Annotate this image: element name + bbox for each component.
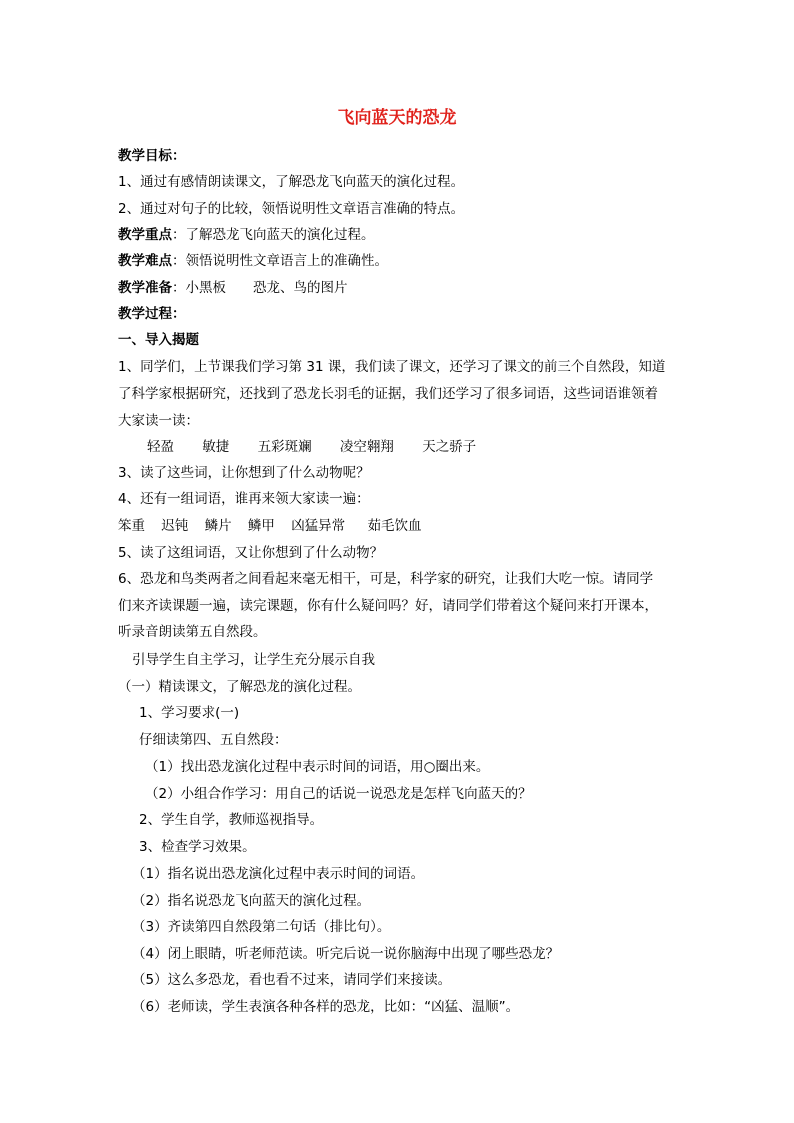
difficulty-text: ：领悟说明性文章语言上的准确性。 bbox=[172, 253, 388, 269]
paragraph-6-line-2: 们来齐读课题一遍，读完课题，你有什么疑问吗？好，请同学们带着这个疑问来打开课本， bbox=[118, 598, 658, 614]
word-item: 五彩斑斓 bbox=[257, 439, 312, 455]
task-2: （2）小组合作学习：用自己的话说一说恐龙是怎样飞向蓝天的？ bbox=[145, 786, 532, 802]
read-carefully: 仔细读第四、五自然段： bbox=[139, 732, 288, 748]
process-heading: 教学过程： bbox=[118, 306, 186, 322]
word-list-2 bbox=[118, 516, 421, 536]
paragraph-1-line-1: 1、同学们，上节课我们学习第 31 课，我们读了课文，还学习了课文的前三个自然段，知道 bbox=[118, 359, 666, 375]
check-2: （2）指名说恐龙飞向蓝天的演化过程。 bbox=[132, 893, 371, 909]
word-item: 笨重 bbox=[118, 518, 145, 534]
document-title: 飞向蓝天的恐龙 bbox=[337, 108, 457, 128]
check-6: （6）老师读，学生表演各种各样的恐龙，比如：“凶猛、温顺”。 bbox=[132, 999, 520, 1015]
task-1: （1）找出恐龙演化过程中表示时间的词语，用○圈出来。 bbox=[145, 759, 490, 775]
question-3: 3、读了这些词，让你想到了什么动物呢？ bbox=[118, 465, 370, 481]
difficulty-label: 教学难点 bbox=[118, 253, 172, 269]
word-item: 凶猛异常 bbox=[291, 518, 346, 534]
prep-line bbox=[118, 278, 348, 298]
word-item: 敏捷 bbox=[202, 439, 230, 455]
word-list-1 bbox=[147, 437, 476, 457]
check-1: （1）指名说出恐龙演化过程中表示时间的词语。 bbox=[132, 866, 425, 882]
word-item: 凌空翱翔 bbox=[339, 439, 394, 455]
paragraph-6-line-3: 听录音朗读第五自然段。 bbox=[118, 624, 267, 640]
difficulty-line bbox=[118, 251, 388, 271]
step-2: 2、学生自学，教师巡视指导。 bbox=[139, 812, 324, 828]
paragraph-1-line-3: 大家读一读： bbox=[118, 413, 199, 429]
paragraph-1-line-2: 了科学家根据研究，还找到了恐龙长羽毛的证据，我们还学习了很多词语，这些词语谁领着 bbox=[118, 386, 658, 402]
check-5: （5）这么多恐龙，看也看不过来，请同学们来接读。 bbox=[132, 972, 452, 988]
prep-text: ：小黑板 恐龙、鸟的图片 bbox=[172, 280, 348, 296]
word-item: 轻盈 bbox=[147, 439, 174, 455]
question-5: 5、读了这组词语，又让你想到了什么动物？ bbox=[118, 545, 384, 561]
goal-1: 1、通过有感情朗读课文，了解恐龙飞向蓝天的演化过程。 bbox=[118, 174, 465, 190]
word-item: 茹毛饮血 bbox=[367, 518, 422, 534]
check-4: （4）闭上眼睛，听老师范读。听完后说一说你脑海中出现了哪些恐龙？ bbox=[132, 946, 560, 962]
guide-line: 引导学生自主学习，让学生充分展示自我 bbox=[132, 652, 375, 668]
step-3: 3、检查学习效果。 bbox=[139, 839, 256, 855]
focus-line bbox=[118, 225, 375, 245]
question-4: 4、还有一组词语，谁再来领大家读一遍： bbox=[118, 491, 370, 507]
requirement-1: 1、学习要求(一) bbox=[139, 705, 240, 721]
paragraph-6-line-1: 6、恐龙和鸟类两者之间看起来毫无相干，可是，科学家的研究，让我们大吃一惊。请同学 bbox=[118, 571, 654, 587]
word-item: 天之骄子 bbox=[422, 439, 477, 455]
goal-2: 2、通过对句子的比较，领悟说明性文章语言准确的特点。 bbox=[118, 201, 465, 217]
section-1-heading: 一、导入揭题 bbox=[118, 332, 199, 348]
goals-heading: 教学目标： bbox=[118, 148, 186, 164]
focus-label: 教学重点 bbox=[118, 227, 172, 243]
word-item: 鳞甲 bbox=[247, 518, 275, 534]
subsection-1: （一）精读课文，了解恐龙的演化过程。 bbox=[118, 679, 361, 695]
prep-label: 教学准备 bbox=[118, 280, 172, 296]
word-item: 鳞片 bbox=[204, 518, 232, 534]
check-3: （3）齐读第四自然段第二句话（排比句）。 bbox=[132, 919, 391, 935]
word-item: 迟钝 bbox=[161, 518, 189, 534]
focus-text: ：了解恐龙飞向蓝天的演化过程。 bbox=[172, 227, 375, 243]
